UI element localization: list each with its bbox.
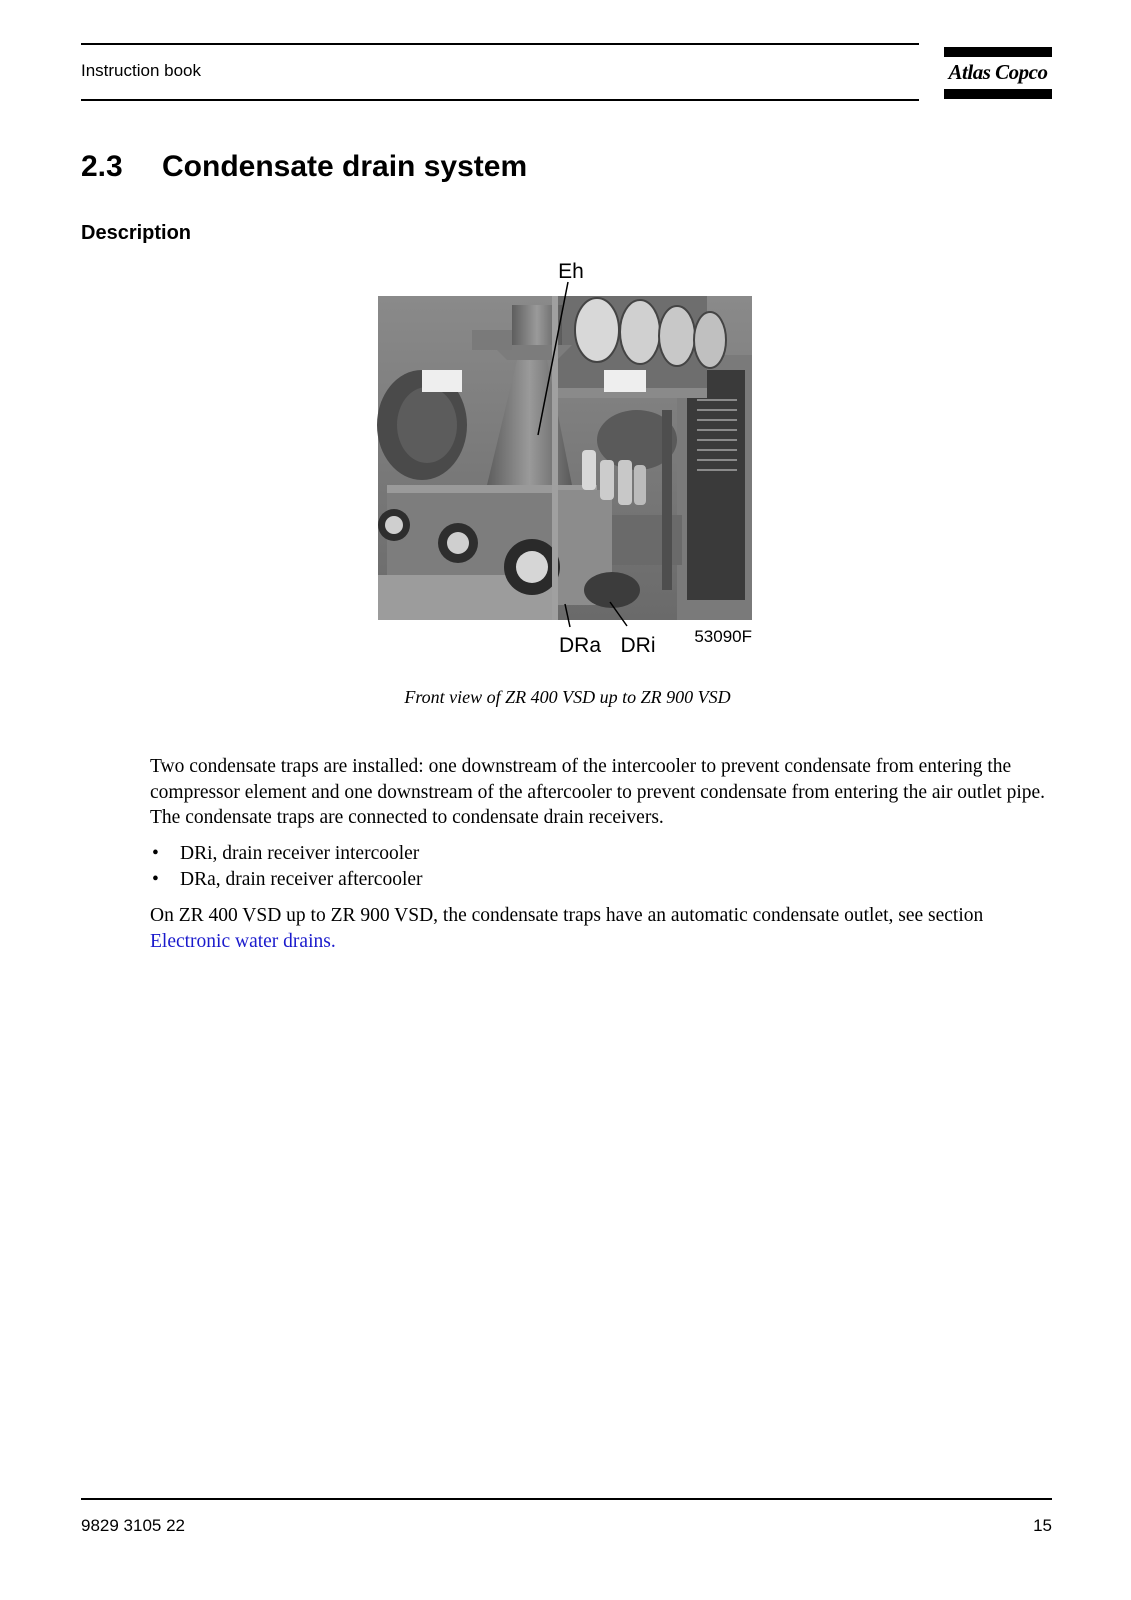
callout-dra: DRa bbox=[558, 634, 602, 657]
intro-paragraph: Two condensate traps are installed: one downstream of the intercooler to prevent condensate from entering the compressor element and one downstream of the aftercooler to prevent condensate from entering the air outlet pipe. The condensate traps are connected to condensate drain receivers. bbox=[150, 756, 1046, 828]
brand-logo bbox=[944, 47, 1052, 100]
drain-receiver-list bbox=[150, 841, 1030, 892]
header-bottom-rule bbox=[81, 99, 919, 101]
brand-logo-wordmark: Atlas Copco bbox=[948, 60, 1048, 84]
figure-caption: Front view of ZR 400 VSD up to ZR 900 VSD bbox=[404, 687, 731, 707]
section-number: 2.3 bbox=[81, 150, 123, 183]
flange-middle bbox=[438, 523, 478, 563]
flange-right bbox=[504, 539, 560, 595]
section-title: Condensate drain system bbox=[162, 150, 528, 183]
list-item-text: DRa, drain receiver aftercooler bbox=[180, 868, 423, 890]
figure-code: 53090F bbox=[694, 627, 752, 646]
page-number: 15 bbox=[1033, 1516, 1052, 1535]
header-title: Instruction book bbox=[81, 61, 202, 80]
compressor-figure bbox=[372, 260, 772, 670]
automatic-outlet-paragraph bbox=[150, 903, 1055, 954]
compressor-photo bbox=[377, 296, 752, 620]
callout-eh: Eh bbox=[558, 260, 584, 283]
flange-left bbox=[378, 509, 410, 541]
footer-rule bbox=[81, 1498, 1052, 1500]
header-top-rule bbox=[81, 43, 919, 45]
electronic-water-drains-link[interactable]: Electronic water drains. bbox=[150, 930, 336, 952]
list-item: • DRa, drain receiver aftercooler bbox=[152, 868, 423, 890]
paragraph-text: On ZR 400 VSD up to ZR 900 VSD, the condensate traps have an automatic condensate outlet, see section bbox=[150, 905, 984, 926]
list-item: • DRi, drain receiver intercooler bbox=[152, 843, 420, 864]
subheading-description: Description bbox=[81, 222, 192, 244]
callout-dri: DRi bbox=[620, 634, 656, 657]
document-number: 9829 3105 22 bbox=[81, 1516, 185, 1535]
list-item-text: DRi, drain receiver intercooler bbox=[180, 843, 420, 864]
